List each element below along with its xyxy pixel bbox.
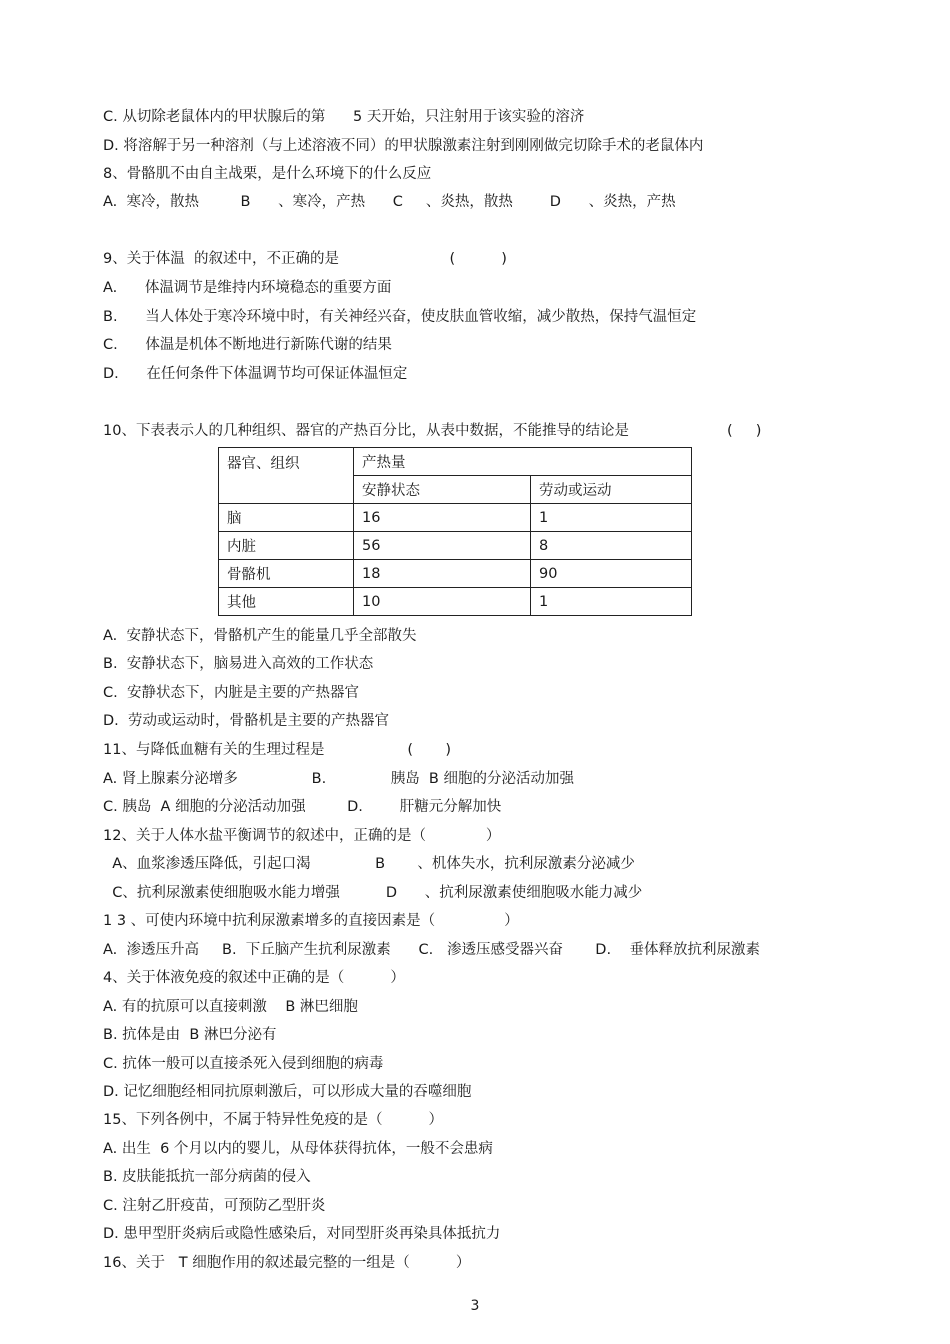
- question-11-options-cd: C. 胰岛 A 细胞的分泌活动加强 D. 肝糖元分解加快: [103, 799, 502, 815]
- table-cell-organ: 内脏: [219, 532, 354, 560]
- question-14-option-d: D. 记忆细胞经相同抗原刺激后，可以形成大量的吞噬细胞: [103, 1084, 472, 1100]
- question-10-option-c: C. 安静状态下，内脏是主要的产热器官: [103, 685, 359, 701]
- table-row: [219, 588, 692, 616]
- heat-production-table: [218, 447, 692, 616]
- question-13-stem: 1 3 、可使内环境中抗利尿激素增多的直接因素是（ ）: [103, 913, 519, 929]
- table-cell-active: 8: [531, 532, 692, 560]
- table-cell-organ: 其他: [219, 588, 354, 616]
- table-cell-rest: 56: [354, 532, 531, 560]
- question-10-stem: 10、下表表示人的几种组织、器官的产热百分比，从表中数据，不能推导的结论是: [103, 423, 629, 439]
- question-9-option-c: C. 体温是机体不断地进行新陈代谢的结果: [103, 337, 392, 353]
- question-16-stem: 16、关于 T 细胞作用的叙述最完整的一组是（ ）: [103, 1255, 471, 1271]
- table-cell-rest: 16: [354, 504, 531, 532]
- question-9-option-b: B. 当人体处于寒冷环境中时，有关神经兴奋，使皮肤血管收缩，减少散热，保持气温恒定: [103, 309, 697, 325]
- question-15-option-d: D. 患甲型肝炎病后或隐性感染后，对同型肝炎再染具体抵抗力: [103, 1226, 501, 1242]
- question-15-stem: 15、下列各例中，不属于特异性免疫的是（ ）: [103, 1112, 444, 1128]
- question-13-options: A. 渗透压升高 B. 下丘脑产生抗利尿激素 C. 渗透压感受器兴奋 D. 垂体释放抗利尿激素: [103, 942, 760, 958]
- table-header-heat: 产热量: [354, 448, 692, 476]
- table-cell-organ: 脑: [219, 504, 354, 532]
- table-row: [219, 532, 692, 560]
- table-cell-active: 1: [531, 588, 692, 616]
- question-14-option-c: C. 抗体一般可以直接杀死入侵到细胞的病毒: [103, 1056, 384, 1072]
- question-12-options-cd: C、抗利尿激素使细胞吸水能力增强 D 、抗利尿激素使细胞吸水能力减少: [103, 885, 643, 901]
- table-cell-rest: 18: [354, 560, 531, 588]
- question-15-option-b: B. 皮肤能抵抗一部分病菌的侵入: [103, 1169, 311, 1185]
- question-11-stem: 11、与降低血糖有关的生理过程是 ( ): [103, 742, 451, 758]
- question-14-stem: 4、关于体液免疫的叙述中正确的是（ ）: [103, 970, 405, 986]
- question-12-options-ab: A、血浆渗透压降低，引起口渴 B 、机体失水，抗利尿激素分泌减少: [103, 856, 635, 872]
- question-10-answer-paren: ( ): [727, 423, 762, 439]
- table-cell-organ: 骨骼机: [219, 560, 354, 588]
- question-15-option-a: A. 出生 6 个月以内的婴儿，从母体获得抗体，一般不会患病: [103, 1141, 493, 1157]
- question-7-option-c: C. 从切除老鼠体内的甲状腺后的第 5 天开始，只注射用于该实验的溶济: [103, 109, 585, 125]
- question-14-option-b: B. 抗体是由 B 淋巴分泌有: [103, 1027, 277, 1043]
- table-cell-active: 1: [531, 504, 692, 532]
- question-9-option-d: D. 在任何条件下体温调节均可保证体温恒定: [103, 366, 408, 382]
- question-15-option-c: C. 注射乙肝疫苗，可预防乙型肝炎: [103, 1198, 326, 1214]
- table-header-active: 劳动或运动: [531, 476, 692, 504]
- table-row: [219, 504, 692, 532]
- question-10-option-a: A. 安静状态下，骨骼机产生的能量几乎全部散失: [103, 628, 417, 644]
- question-11-options-ab: A. 肾上腺素分泌增多 B. 胰岛 B 细胞的分泌活动加强: [103, 771, 574, 787]
- page-number: 3: [470, 1298, 480, 1314]
- table-row: [219, 560, 692, 588]
- table-header-rest: 安静状态: [354, 476, 531, 504]
- question-12-stem: 12、关于人体水盐平衡调节的叙述中，正确的是（ ）: [103, 828, 501, 844]
- table-header-organ: 器官、组织: [219, 448, 354, 504]
- table-cell-rest: 10: [354, 588, 531, 616]
- question-9-option-a: A. 体温调节是维持内环境稳态的重要方面: [103, 280, 392, 296]
- question-9-stem: 9、关于体温 的叙述中，不正确的是 ( ): [103, 251, 507, 267]
- question-7-option-d: D. 将溶解于另一种溶剂（与上述溶液不同）的甲状腺激素注射到刚刚做完切除手术的老鼠体内: [103, 138, 704, 154]
- question-8-options: A. 寒冷，散热 B 、寒冷，产热 C 、炎热，散热 D 、炎热，产热: [103, 194, 676, 210]
- question-14-option-a: A. 有的抗原可以直接刺激 B 淋巴细胞: [103, 999, 358, 1015]
- question-8-stem: 8、骨骼肌不由自主战栗，是什么环境下的什么反应: [103, 166, 432, 182]
- question-10-option-b: B. 安静状态下，脑易进入高效的工作状态: [103, 656, 374, 672]
- table-cell-active: 90: [531, 560, 692, 588]
- question-10-option-d: D. 劳动或运动时，骨骼机是主要的产热器官: [103, 713, 389, 729]
